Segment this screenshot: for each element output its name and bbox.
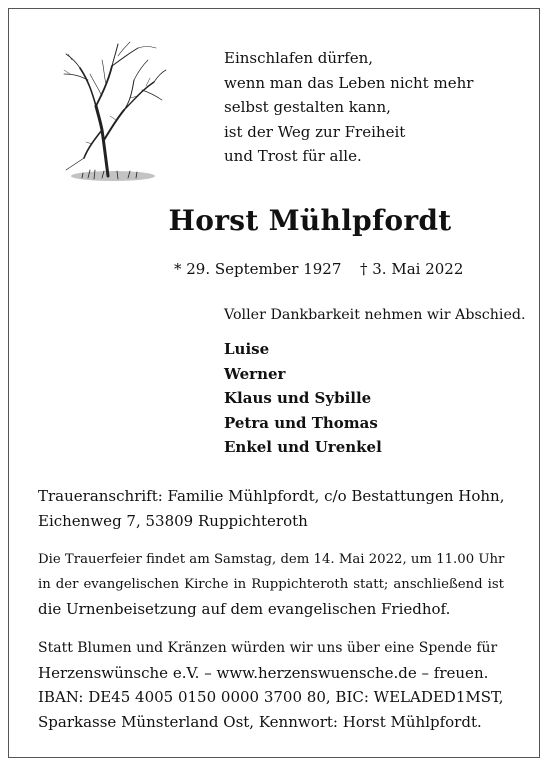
mourner: Luise [224,340,270,358]
address-line: Eichenweg 7, 53809 Ruppichteroth [38,511,308,530]
poem-line: wenn man das Leben nicht mehr [224,73,474,92]
poem [224,46,473,169]
ceremony-line: in der evangelischen Kirche in Ruppichteroth statt; anschließend ist [38,576,504,592]
donation-line: Sparkasse Münsterland Ost, Kennwort: Horst Mühlpfordt. [38,712,482,731]
donation-info [38,636,504,734]
mourners-list [224,337,382,460]
bare-tree-icon [58,40,170,188]
donation-line: Herzenswünsche e.V. – www.herzenswuensche.de – freuen. [38,663,489,682]
ceremony-line: Die Trauerfeier findet am Samstag, dem 14. Mai 2022, um 11.00 Uhr [38,552,505,567]
poem-line: und Trost für alle. [224,147,362,165]
mourner: Werner [224,364,286,383]
mourning-address [38,484,504,533]
death-date: † 3. Mai 2022 [360,260,464,278]
poem-line: selbst gestalten kann, [224,98,391,116]
poem-line: Einschlafen dürfen, [224,49,374,67]
address-line: Traueranschrift: Familie Mühlpfordt, c/o Bestattungen Hohn, [38,487,505,505]
mourner: Enkel und Urenkel [224,438,382,456]
donation-line: Statt Blumen und Kränzen würden wir uns über eine Spende für [38,640,498,656]
poem-line: ist der Weg zur Freiheit [224,122,406,141]
ceremony-info [38,548,504,622]
mourner: Petra und Thomas [224,413,378,432]
mourner: Klaus und Sybille [224,389,372,407]
farewell-line: Voller Dankbarkeit nehmen wir Abschied. [224,307,526,323]
deceased-name: Horst Mühlpfordt [168,204,452,237]
birth-date: * 29. September 1927 [174,260,342,278]
donation-line: IBAN: DE45 4005 0150 0000 3700 80, BIC: WELADED1MST, [38,688,504,706]
ceremony-line: die Urnenbeisetzung auf dem evangelischen Friedhof. [38,600,451,618]
